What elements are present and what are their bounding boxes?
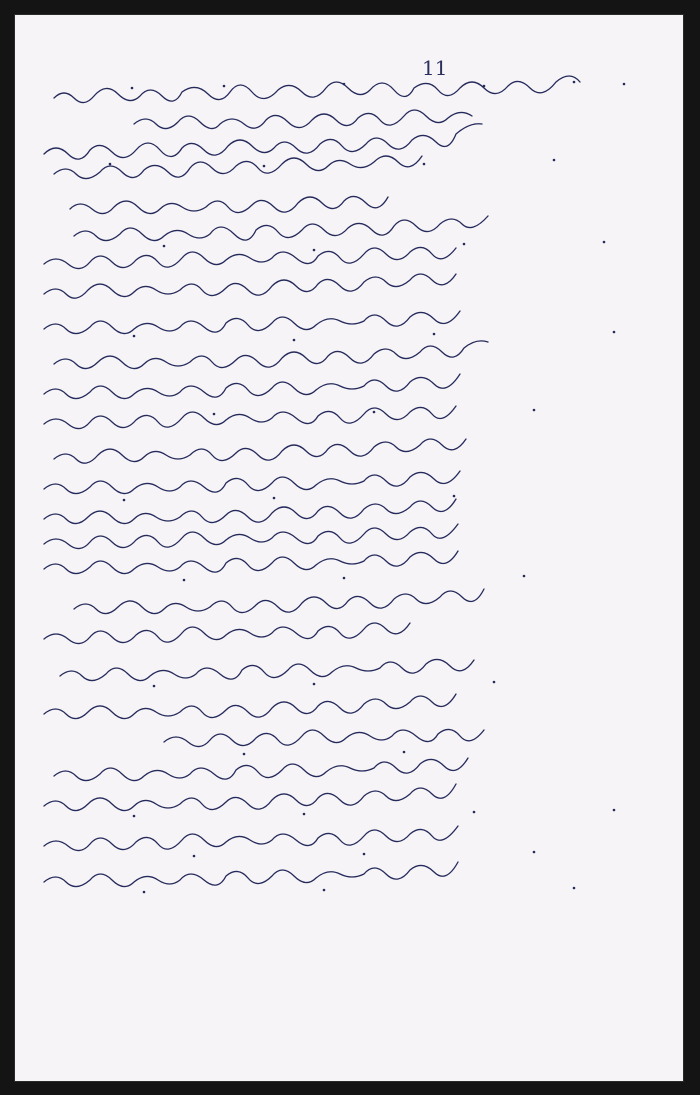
handwritten-page <box>14 14 684 1082</box>
page-number: 11 <box>422 56 448 80</box>
handwritten-arabic-text <box>14 14 684 1082</box>
